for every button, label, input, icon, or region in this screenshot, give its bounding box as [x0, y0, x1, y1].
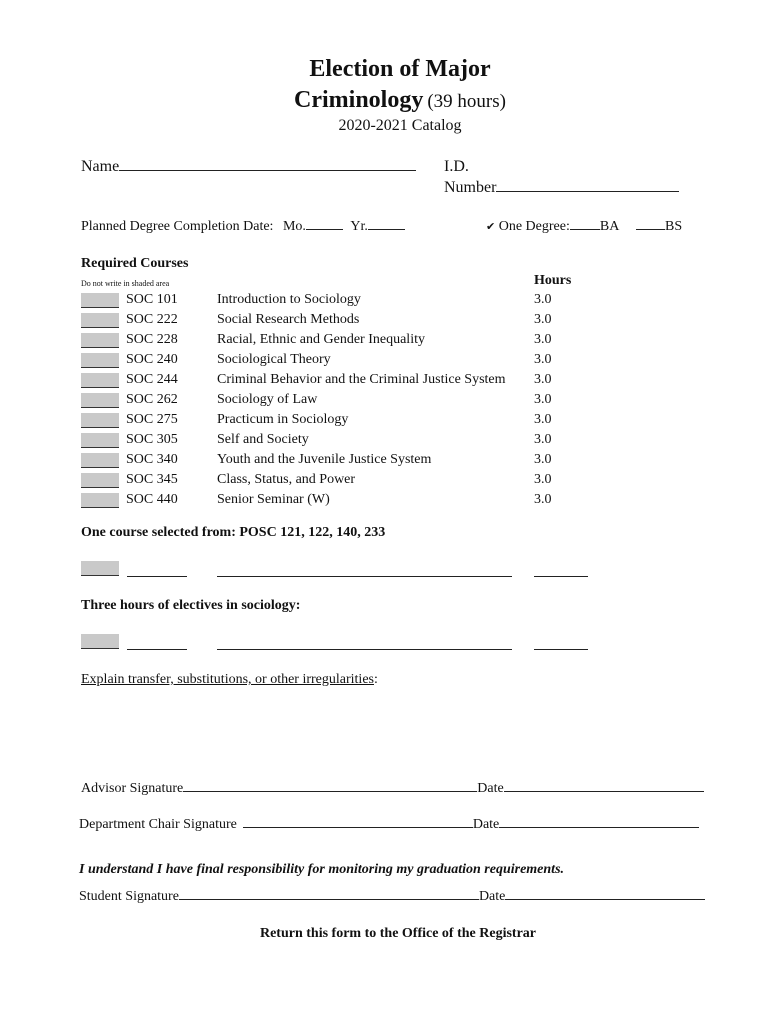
elective-two-heading: Three hours of electives in sociology: [81, 598, 301, 613]
course-title: Introduction to Sociology [217, 292, 361, 307]
completion-label: Planned Degree Completion Date: [81, 219, 274, 234]
elective-one-shaded-box [81, 561, 119, 576]
required-courses-heading: Required Courses [81, 256, 189, 271]
course-code: SOC 262 [126, 392, 178, 407]
name-line[interactable] [119, 170, 416, 171]
return-instructions: Return this form to the Office of the Registrar [259, 926, 537, 941]
course-code: SOC 345 [126, 472, 178, 487]
shaded-box [81, 493, 119, 508]
advisor-signature-label: Advisor Signature [81, 781, 184, 796]
year-label: Yr. [350, 219, 368, 234]
explain-colon: : [373, 672, 378, 687]
course-hours: 3.0 [534, 432, 552, 447]
shaded-box [81, 473, 119, 488]
chair-signature-line[interactable] [243, 827, 473, 828]
chair-signature-row [79, 817, 699, 833]
course-code: SOC 240 [126, 352, 178, 367]
elective-two-shaded-box [81, 634, 119, 649]
course-hours: 3.0 [534, 452, 552, 467]
advisor-signature-line[interactable] [183, 791, 477, 792]
ba-line[interactable] [570, 229, 600, 230]
advisor-signature-row [81, 781, 704, 797]
course-code: SOC 305 [126, 432, 178, 447]
hours-heading: Hours [534, 273, 572, 288]
responsibility-statement: I understand I have final responsibility for monitoring my graduation requirements. [79, 862, 565, 877]
major-heading [0, 87, 770, 114]
bs-line[interactable] [636, 229, 665, 230]
explain-label: Explain transfer, substitutions, or other irregularities [81, 672, 374, 687]
shaded-box [81, 353, 119, 368]
shaded-area-note: Do not write in shaded area [81, 279, 170, 288]
course-hours: 3.0 [534, 472, 552, 487]
course-title: Sociology of Law [217, 392, 318, 407]
year-line[interactable] [368, 229, 405, 230]
shaded-box [81, 293, 119, 308]
course-hours: 3.0 [534, 392, 552, 407]
shaded-box [81, 453, 119, 468]
major-hours: (39 hours) [427, 91, 506, 112]
shaded-box [81, 373, 119, 388]
checkmark-icon: ✔ [486, 220, 496, 233]
chair-date-line[interactable] [499, 827, 699, 828]
course-title: Racial, Ethnic and Gender Inequality [217, 332, 425, 347]
bs-label: BS [665, 219, 683, 234]
catalog-year: 2020-2021 Catalog [338, 117, 462, 134]
course-code: SOC 440 [126, 492, 178, 507]
course-title: Practicum in Sociology [217, 412, 349, 427]
course-title: Criminal Behavior and the Criminal Justice System [217, 372, 506, 387]
id-number-label: Number [444, 179, 497, 196]
shaded-box [81, 313, 119, 328]
course-hours: 3.0 [534, 372, 552, 387]
elective-one-title-line[interactable] [217, 576, 512, 577]
month-line[interactable] [306, 229, 343, 230]
shaded-box [81, 413, 119, 428]
course-code: SOC 222 [126, 312, 178, 327]
advisor-date-line[interactable] [504, 791, 704, 792]
elective-two-title-line[interactable] [217, 649, 512, 650]
course-code: SOC 275 [126, 412, 178, 427]
course-hours: 3.0 [534, 352, 552, 367]
course-hours: 3.0 [534, 292, 552, 307]
student-date-label: Date [478, 889, 506, 904]
advisor-date-label: Date [477, 781, 504, 796]
explain-row [81, 672, 378, 688]
course-code: SOC 340 [126, 452, 178, 467]
elective-two-course-line[interactable] [127, 649, 187, 650]
elective-one-course-line[interactable] [127, 576, 187, 577]
name-label: Name [81, 158, 120, 175]
course-code: SOC 101 [126, 292, 178, 307]
course-hours: 3.0 [534, 412, 552, 427]
name-field[interactable] [81, 158, 416, 176]
degree-label: One Degree: [498, 219, 570, 234]
course-title: Class, Status, and Power [217, 472, 356, 487]
student-signature-line[interactable] [179, 899, 479, 900]
elective-one-hours-line[interactable] [534, 576, 588, 577]
course-hours: 3.0 [534, 312, 552, 327]
course-code: SOC 244 [126, 372, 178, 387]
course-title: Social Research Methods [217, 312, 360, 327]
id-number-field[interactable] [444, 179, 679, 197]
shaded-box [81, 333, 119, 348]
student-signature-label: Student Signature [79, 889, 179, 904]
course-hours: 3.0 [534, 332, 552, 347]
completion-date-row [81, 219, 405, 235]
course-hours: 3.0 [534, 492, 552, 507]
student-signature-row [79, 889, 705, 905]
month-label: Mo. [282, 219, 306, 234]
course-title: Sociological Theory [217, 352, 331, 367]
chair-date-label: Date [472, 817, 500, 832]
student-date-line[interactable] [505, 899, 705, 900]
course-title: Self and Society [217, 432, 309, 447]
course-title: Senior Seminar (W) [217, 492, 330, 507]
shaded-box [81, 393, 119, 408]
course-code: SOC 228 [126, 332, 178, 347]
id-label: I.D. [444, 158, 469, 175]
form-title: Election of Major [309, 56, 491, 82]
course-title: Youth and the Juvenile Justice System [217, 452, 432, 467]
id-number-line[interactable] [496, 191, 679, 192]
elective-two-hours-line[interactable] [534, 649, 588, 650]
chair-signature-label: Department Chair Signature [79, 817, 237, 832]
shaded-box [81, 433, 119, 448]
major-name: Criminology [294, 87, 424, 113]
degree-row [486, 219, 682, 235]
ba-label: BA [599, 219, 619, 234]
elective-one-heading: One course selected from: POSC 121, 122, 140, 233 [81, 525, 386, 540]
